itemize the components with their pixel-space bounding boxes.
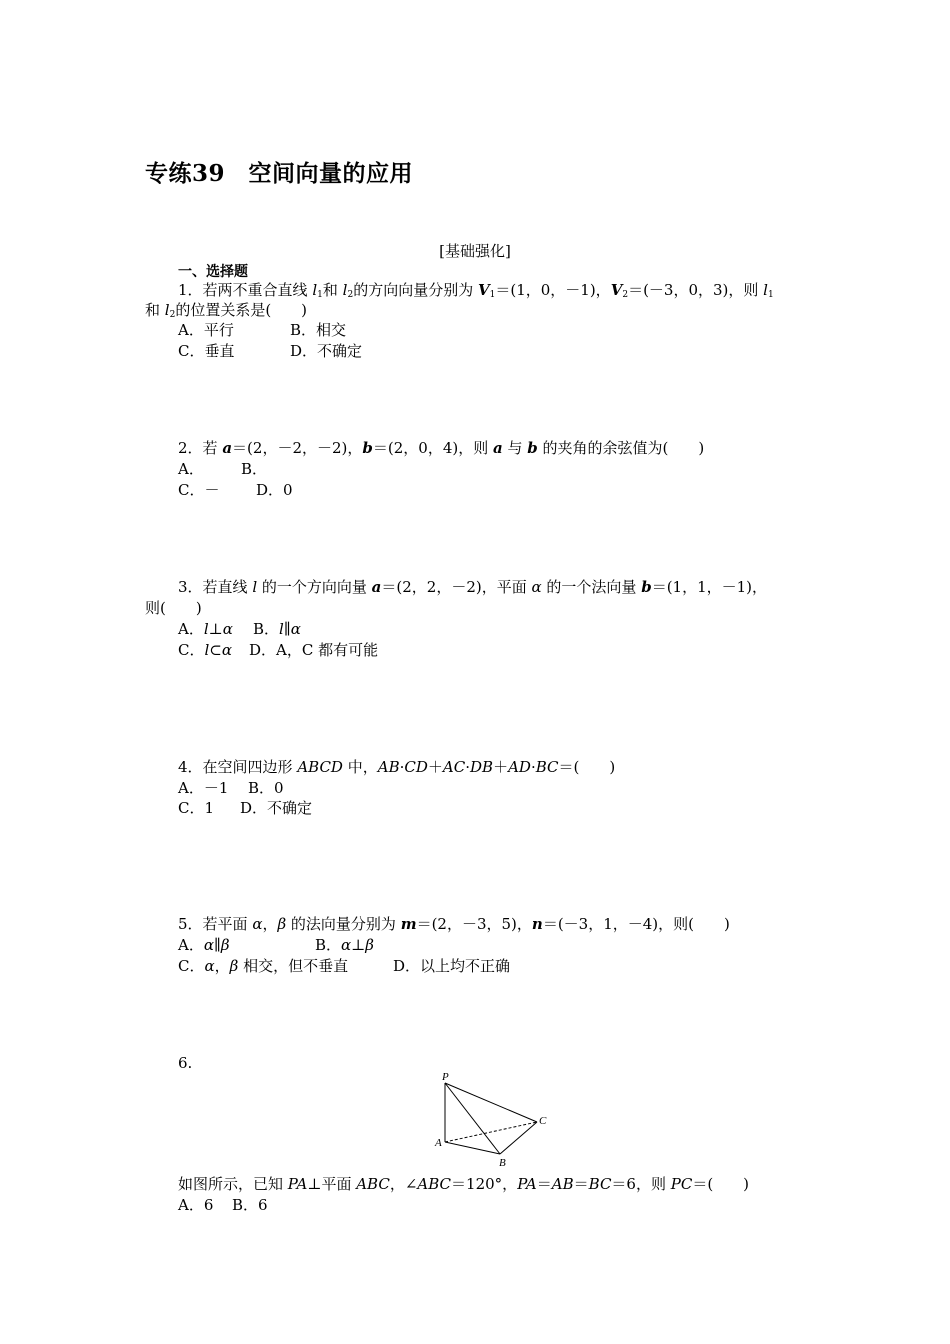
- pyramid-figure: [425, 1068, 560, 1170]
- q4-option-b: B．0: [248, 779, 284, 797]
- q2-option-b: B．: [241, 460, 268, 478]
- q1-option-d: D．不确定: [290, 342, 363, 360]
- edge-pc: [445, 1083, 537, 1122]
- q3-stem-line1: 3．若直线 l 的一个方向向量 a＝(2，2，－2)，平面 α 的一个法向量 b＝(1，1，－1)，: [178, 578, 768, 596]
- q2-stem: 2．若 a＝(2，－2，－2)，b＝(2，0，4)，则 a 与 b 的夹角的余弦值为( ): [178, 439, 705, 457]
- q3-option-b: B．l∥α: [253, 620, 301, 638]
- q3-stem-line2: 则( ): [145, 599, 202, 617]
- q5-option-c: C．α，β 相交，但不垂直: [178, 957, 349, 975]
- q1-stem-line2: 和 $l_2$的位置关系是( ): [145, 301, 308, 320]
- q1-option-a: A．平行: [178, 321, 234, 339]
- q6-number: 6.: [178, 1054, 193, 1072]
- edge-bc: [500, 1122, 537, 1154]
- q5-option-a: A．α∥β: [178, 936, 230, 954]
- label-b: B: [499, 1157, 506, 1169]
- q5-option-d: D．以上均不正确: [393, 957, 511, 975]
- q4-option-a: A．－1: [178, 779, 229, 797]
- q5-option-b: B．α⊥β: [315, 936, 374, 954]
- q2-option-a: A．: [178, 460, 204, 478]
- label-c: C: [539, 1115, 547, 1127]
- q6-option-b: B．6: [232, 1196, 268, 1214]
- q3-option-c: C．l⊂α: [178, 641, 233, 659]
- part-heading: 一、选择题: [178, 264, 248, 280]
- q6-option-a: A．6: [178, 1196, 214, 1214]
- q1-stem-line1: 1．若两不重合直线 $l_1$和 $l_2$的方向向量分别为 $V_1=(1$，0，－1)，$V_2=(-3$，0，3)，则 $l_1$: [178, 281, 774, 300]
- label-p: P: [442, 1071, 449, 1083]
- edge-ac-hidden: [445, 1122, 537, 1142]
- q2-option-d: D．0: [256, 481, 293, 499]
- q4-option-d: D．不确定: [240, 799, 313, 817]
- label-a: A: [435, 1137, 442, 1149]
- q2-option-c: C．－: [178, 481, 220, 499]
- page-title: 专练39 空间向量的应用: [145, 160, 414, 187]
- q6-stem: 如图所示，已知 PA⊥平面 ABC，∠ABC＝120°，PA＝AB＝BC＝6，则 PC＝( ): [178, 1175, 750, 1193]
- q4-option-c: C．1: [178, 799, 215, 817]
- q4-stem: 4．在空间四边形 ABCD 中，AB·CD＋AC·DB＋AD·BC＝( ): [178, 758, 616, 776]
- q1-option-b: B．相交: [290, 321, 347, 339]
- q3-option-a: A．l⊥α: [178, 620, 233, 638]
- q1-option-c: C．垂直: [178, 342, 235, 360]
- q5-stem: 5．若平面 α，β 的法向量分别为 m＝(2，－3，5)，n＝(－3，1，－4)，则( ): [178, 915, 730, 933]
- q3-option-d: D．A，C 都有可能: [249, 641, 379, 659]
- section-label: [基础强化]: [439, 242, 511, 260]
